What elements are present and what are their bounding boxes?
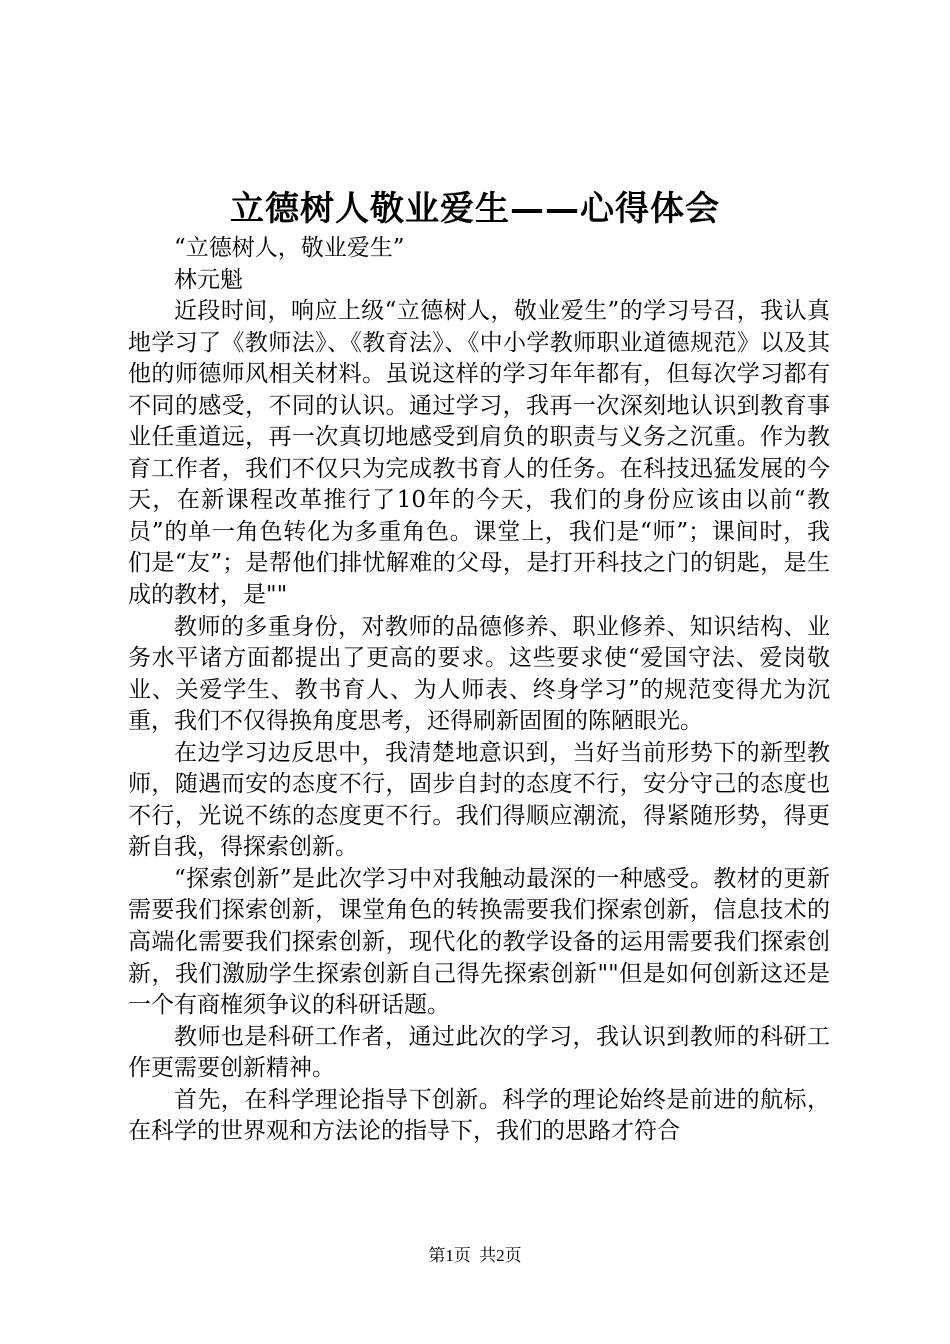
- paragraph: 教师也是科研工作者，通过此次的学习，我认识到教师的科研工作更需要创新精神。: [128, 1023, 830, 1082]
- page-number: 第1页: [428, 1246, 471, 1265]
- subtitle-quote: “立德树人，敬业爱生”: [174, 235, 405, 261]
- paragraph: 近段时间，响应上级“立德树人，敬业爱生”的学习号召，我认真地学习了《教师法》、《教育法》、《中小学教师职业道德规范》以及其他的师德师风相关材料。虽说这样的学习年年都有，但每次学习都有不同的感受，不同的认识。通过学习，我再一次深刻地认识到教育事业任重道远，再一次真切地感受到肩负的职责与义务之沉重。作为教育工作者，我们不仅只为完成教书育人的任务。在科技迅猛发展的今天，在新课程改革推行了10年的今天，我们的身份应该由以前“教员”的单一角色转化为多重角色。课堂上，我们是“师”；课间时，我们是“友”；是帮他们排忧解难的父母，是打开科技之门的钥匙，是生成的教材，是"": [128, 298, 830, 609]
- page-total: 共2页: [479, 1246, 522, 1265]
- document-title: 立德树人敬业爱生——心得体会: [230, 189, 720, 229]
- document-body: [128, 233, 830, 1148]
- paragraph: 在边学习边反思中，我清楚地意识到，当好当前形势下的新型教师，随遇而安的态度不行，固步自封的态度不行，安分守己的态度也不行，光说不练的态度更不行。我们得顺应潮流，得紧随形势，得更新自我，得探索创新。: [128, 739, 830, 861]
- paragraph: 首先，在科学理论指导下创新。科学的理论始终是前进的航标，在科学的世界观和方法论的指导下，我们的思路才符合: [128, 1086, 830, 1145]
- paragraph: 教师的多重身份，对教师的品德修养、职业修养、知识结构、业务水平诸方面都提出了更高的要求。这些要求使“爱国守法、爱岗敬业、关爱学生、教书育人、为人师表、终身学习”的规范变得尤为沉重，我们不仅得换角度思考，还得刷新固囿的陈陋眼光。: [128, 613, 830, 735]
- author-name: 林元魁: [174, 266, 243, 293]
- page-footer: [0, 1245, 950, 1267]
- paragraph: “探索创新”是此次学习中对我触动最深的一种感受。教材的更新需要我们探索创新，课堂角色的转换需要我们探索创新，信息技术的高端化需要我们探索创新，现代化的教学设备的运用需要我们探索创新，我们激励学生探索创新自己得先探索创新""但是如何创新这还是一个有商榷须争议的科研话题。: [128, 865, 830, 1019]
